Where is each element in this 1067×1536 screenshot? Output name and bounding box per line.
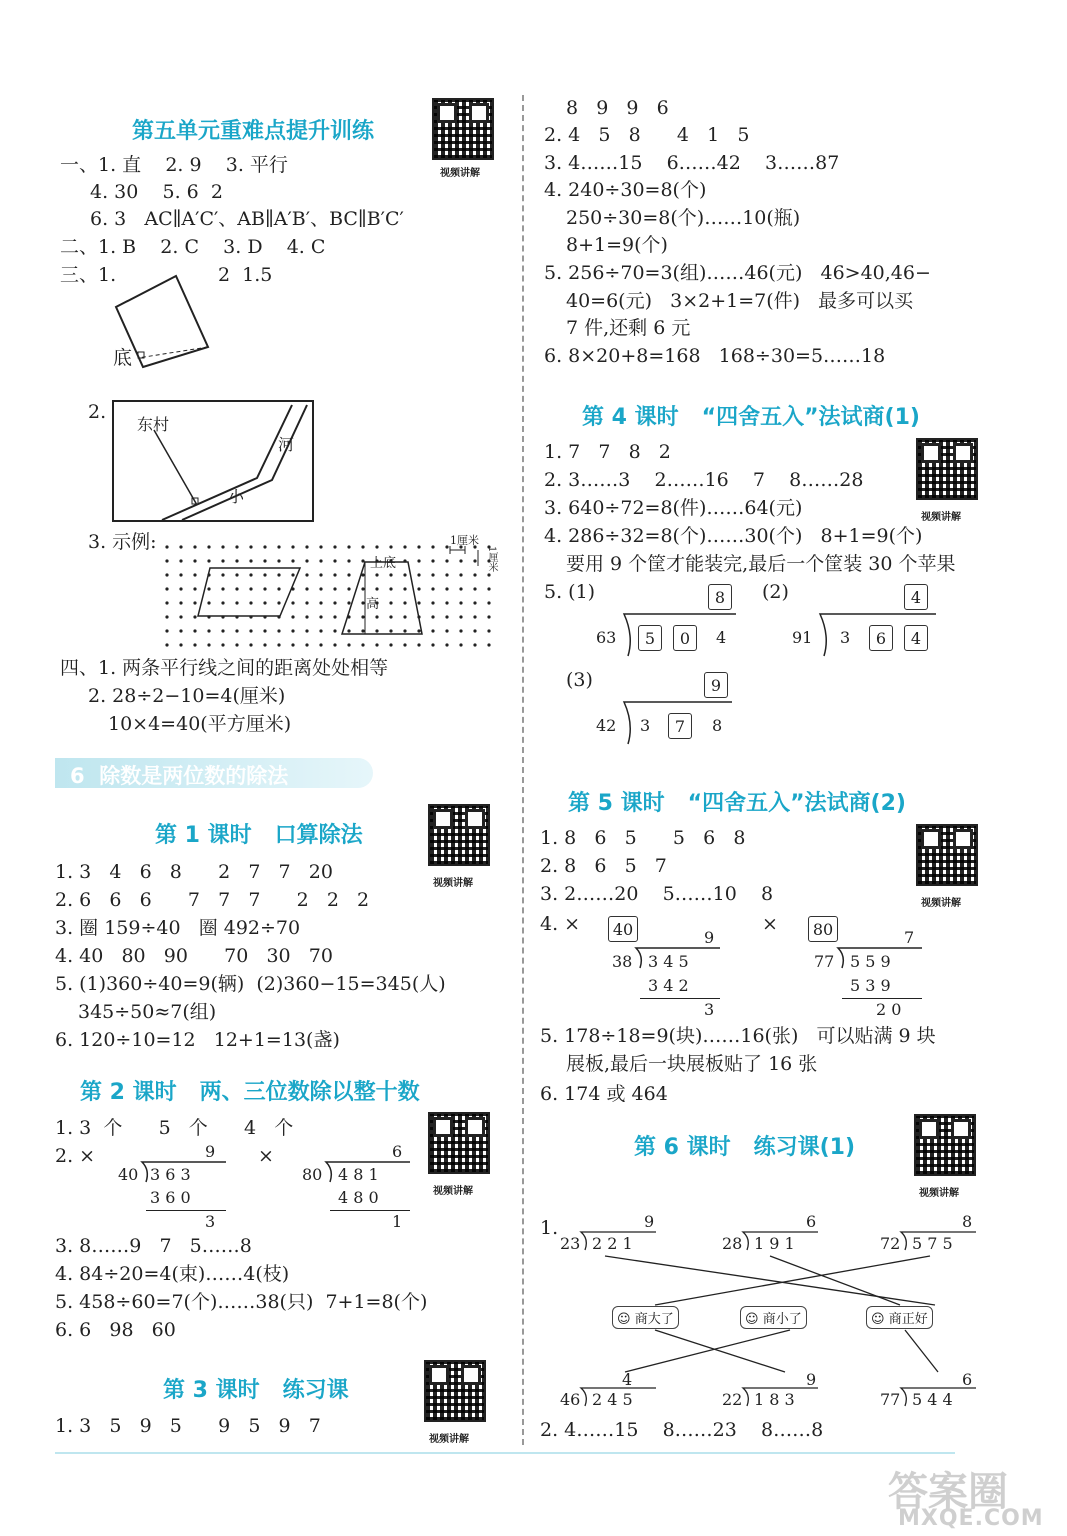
- answer-box: 5: [638, 625, 662, 651]
- dividend: 4 8 1: [338, 1165, 379, 1184]
- answer-line: 3. 圈 159÷40 圈 492÷70: [55, 917, 301, 939]
- answer-line: 8 9 9 6: [566, 97, 669, 119]
- answer-line: 8+1=9(个): [566, 234, 668, 256]
- stamp-quotient-correct: ☺ 商正好: [866, 1306, 933, 1329]
- divisor: 22: [722, 1390, 743, 1409]
- quotient: 6: [806, 1212, 817, 1231]
- answer-line: 6. 3 AC∥A′C′、AB∥A′B′、BC∥B′C′: [90, 208, 404, 230]
- product: 4 8 0: [338, 1188, 379, 1207]
- qr-code-icon[interactable]: [424, 1360, 486, 1422]
- qr-caption: 视频讲解: [919, 1188, 959, 1199]
- height-label: 高: [366, 597, 380, 612]
- division-rule: [842, 998, 922, 999]
- answer-line: 345÷50≈7(组): [78, 1001, 217, 1023]
- quotient: 9: [704, 928, 715, 947]
- dividend: 1 9 1: [754, 1234, 795, 1253]
- dot-grid-figure: [160, 540, 500, 655]
- divisor: 77: [880, 1390, 901, 1409]
- quotient: 6: [392, 1142, 403, 1161]
- answer-line: 2. 28÷2−10=4(厘米): [88, 685, 286, 707]
- answer-line: 1. 3 4 6 8 2 7 7 20: [55, 861, 333, 883]
- river-label-small: 小: [228, 487, 245, 506]
- stamp-quotient-too-big: ☺ 商大了: [612, 1306, 679, 1329]
- answer-box: 6: [869, 625, 893, 651]
- division-rule: [330, 1210, 410, 1211]
- answer-line: 4. 40 80 90 70 30 70: [55, 945, 333, 967]
- lesson5-title: 第 5 课时 “四舍五入”法试商(2): [568, 791, 906, 816]
- product: 3 6 0: [150, 1188, 191, 1207]
- dividend: 3 4 5: [648, 952, 689, 971]
- chapter-banner-title: 6 除数是两位数的除法: [70, 764, 289, 788]
- watermark-logo: 答案圈: [888, 1469, 1008, 1515]
- divisor: 38: [612, 952, 633, 971]
- answer-line: 4. ×: [540, 913, 581, 935]
- dividend: 5 5 9: [850, 952, 891, 971]
- answer-line: 5. 178÷18=9(块)……16(张) 可以贴满 9 块: [540, 1025, 936, 1047]
- dividend: 2 2 1: [592, 1234, 633, 1253]
- answer-line: 6. 8×20+8=168 168÷30=5……18: [544, 345, 886, 367]
- answer-line: 4. 240÷30=8(个): [544, 179, 707, 201]
- remainder: 2 0: [876, 1000, 902, 1019]
- divisor: 77: [814, 952, 835, 971]
- answer-box: 4: [904, 625, 928, 651]
- dividend: 5 7 5: [912, 1234, 953, 1253]
- qr-caption: 视频讲解: [440, 168, 480, 179]
- divisor: 91: [792, 628, 813, 647]
- lesson4-title: 第 4 课时 “四舍五入”法试商(1): [582, 405, 920, 430]
- answer-line: 6. 6 98 60: [55, 1319, 176, 1341]
- quotient: 9: [205, 1142, 216, 1161]
- base-label: 底: [113, 347, 133, 369]
- product: 3 4 2: [648, 976, 689, 995]
- quotient: 9: [644, 1212, 655, 1231]
- qr-code-icon[interactable]: [432, 98, 494, 160]
- answer-box: 80: [808, 916, 838, 942]
- watermark-url: MXQE.COM: [898, 1506, 1044, 1531]
- answer-line: 250÷30=8(个)……10(瓶): [566, 207, 801, 229]
- divisor: 46: [560, 1390, 581, 1409]
- remainder: 3: [205, 1212, 216, 1231]
- scale-label-vertical: 1厘米: [486, 546, 497, 573]
- quotient: 9: [806, 1370, 817, 1389]
- qr-caption: 视频讲解: [921, 898, 961, 909]
- answer-line: 5. (1)360÷40=9(辆) (2)360−15=345(人): [55, 973, 446, 995]
- answer-line: 4. 30 5. 6 2: [90, 181, 223, 203]
- product: 5 3 9: [850, 976, 891, 995]
- qr-code-icon[interactable]: [428, 804, 490, 866]
- answer-box: 7: [668, 713, 692, 739]
- answer-line: 3. 4……15 6……42 3……87: [544, 152, 840, 174]
- answer-line: ×: [762, 913, 778, 935]
- answer-line: 四、1. 两条平行线之间的距离处处相等: [60, 657, 389, 679]
- qr-caption: 视频讲解: [429, 1434, 469, 1445]
- divisor: 40: [118, 1165, 139, 1184]
- answer-line: 6. 174 或 464: [540, 1083, 668, 1105]
- qr-caption: 视频讲解: [433, 1186, 473, 1197]
- answer-box: 9: [704, 672, 728, 698]
- answer-line: 2. 3……3 2……16 7 8……28: [544, 469, 864, 491]
- dividend: 5 4 4: [912, 1390, 953, 1409]
- dividend-digit: 3: [840, 628, 851, 647]
- answer-line: 4. 286÷32=8(个)……30(个) 8+1=9(个): [544, 525, 923, 547]
- dividend-digit: 4: [716, 628, 727, 647]
- answer-box: 0: [673, 625, 697, 651]
- question-number: 2.: [88, 401, 107, 423]
- question-number: 3. 示例:: [88, 531, 157, 553]
- answer-line: (2): [762, 581, 789, 603]
- divisor: 23: [560, 1234, 581, 1253]
- dividend: 2 4 5: [592, 1390, 633, 1409]
- answer-line: 4. 84÷20=4(束)……4(枝): [55, 1263, 290, 1285]
- division-rule: [640, 998, 720, 999]
- answer-line: 三、1.: [60, 264, 117, 286]
- east-village-label: 东村: [137, 415, 170, 434]
- answer-line: 展板,最后一块展板贴了 16 张: [566, 1053, 818, 1075]
- question-number: 1.: [540, 1217, 559, 1239]
- quotient: 7: [904, 928, 915, 947]
- qr-code-icon[interactable]: [428, 1112, 490, 1174]
- answer-line: 2. 4 5 8 4 1 5: [544, 124, 750, 146]
- divisor: 80: [302, 1165, 323, 1184]
- answer-line: 2. 8 6 5 7: [540, 855, 667, 877]
- qr-caption: 视频讲解: [433, 878, 473, 889]
- dividend-digit: 3: [640, 716, 651, 735]
- answer-line: 1. 8 6 5 5 6 8: [540, 827, 746, 849]
- column-divider: [522, 95, 524, 1445]
- lesson1-title: 第 1 课时 口算除法: [155, 823, 363, 848]
- answer-line: 5. 458÷60=7(个)……38(只) 7+1=8(个): [55, 1291, 428, 1313]
- quotient: 4: [622, 1370, 633, 1389]
- answer-line: 3. 640÷72=8(件)……64(元): [544, 497, 803, 519]
- answer-line: 6. 120÷10=12 12+1=13(盏): [55, 1029, 340, 1051]
- lesson2-title: 第 2 课时 两、三位数除以整十数: [80, 1080, 420, 1105]
- answer-line: 1. 3 5 9 5 9 5 9 7: [55, 1415, 321, 1437]
- answer-box: 8: [708, 584, 732, 610]
- river-label: 河: [278, 435, 295, 454]
- answer-line: 2. 4……15 8……23 8……8: [540, 1419, 824, 1441]
- remainder: 1: [392, 1212, 403, 1231]
- remainder: 3: [704, 1000, 715, 1019]
- answer-line: 3. 2……20 5……10 8: [540, 883, 774, 905]
- upper-base-label: 上底: [370, 556, 397, 571]
- quotient: 6: [962, 1370, 973, 1389]
- answer-box: 4: [904, 584, 928, 610]
- qr-caption: 视频讲解: [921, 512, 961, 523]
- unit5-title: 第五单元重难点提升训练: [132, 119, 375, 144]
- answer-line: 2. 6 6 6 7 7 7 2 2 2: [55, 889, 370, 911]
- answer-line: ×: [258, 1145, 274, 1167]
- divisor: 28: [722, 1234, 743, 1253]
- divisor: 63: [596, 628, 617, 647]
- answer-line: 要用 9 个筐才能装完,最后一个筐装 30 个苹果: [566, 553, 956, 575]
- dividend-digit: 8: [712, 716, 723, 735]
- lesson6-title: 第 6 课时 练习课(1): [634, 1135, 856, 1160]
- answer-line: 10×4=40(平方厘米): [108, 713, 292, 735]
- stamp-quotient-too-small: ☺ 商小了: [740, 1306, 807, 1329]
- answer-line: 5. 256÷70=3(组)……46(元) 46>40,46−: [544, 262, 931, 284]
- answer-line: 1. 7 7 8 2: [544, 441, 671, 463]
- division-rule: [146, 1210, 226, 1211]
- divisor: 72: [880, 1234, 901, 1253]
- scale-label: 1厘米: [450, 534, 479, 547]
- answer-line: 3. 8……9 7 5……8: [55, 1235, 252, 1257]
- qr-code-icon[interactable]: [914, 1114, 976, 1176]
- answer-line: 7 件,还剩 6 元: [566, 317, 691, 339]
- dividend: 3 6 3: [150, 1165, 191, 1184]
- answer-box: 40: [608, 916, 638, 942]
- answer-line: 二、1. B 2. C 3. D 4. C: [60, 236, 326, 258]
- qr-code-icon[interactable]: [916, 824, 978, 886]
- qr-code-icon[interactable]: [916, 438, 978, 500]
- answer-line: (3): [566, 669, 593, 691]
- dividend: 1 8 3: [754, 1390, 795, 1409]
- lesson3-title: 第 3 课时 练习课: [163, 1378, 349, 1403]
- answer-line: 5. (1): [544, 581, 596, 603]
- footer-rule: [55, 1452, 955, 1454]
- answer-line: 一、1. 直 2. 9 3. 平行: [60, 154, 288, 176]
- answer-line: 40=6(元) 3×2+1=7(件) 最多可以买: [566, 290, 914, 312]
- answer-line: 1. 3 个 5 个 4 个: [55, 1117, 294, 1139]
- answer-line: 2. ×: [55, 1145, 96, 1167]
- answer-line: 2 1.5: [218, 264, 273, 286]
- quotient: 8: [962, 1212, 973, 1231]
- divisor: 42: [596, 716, 617, 735]
